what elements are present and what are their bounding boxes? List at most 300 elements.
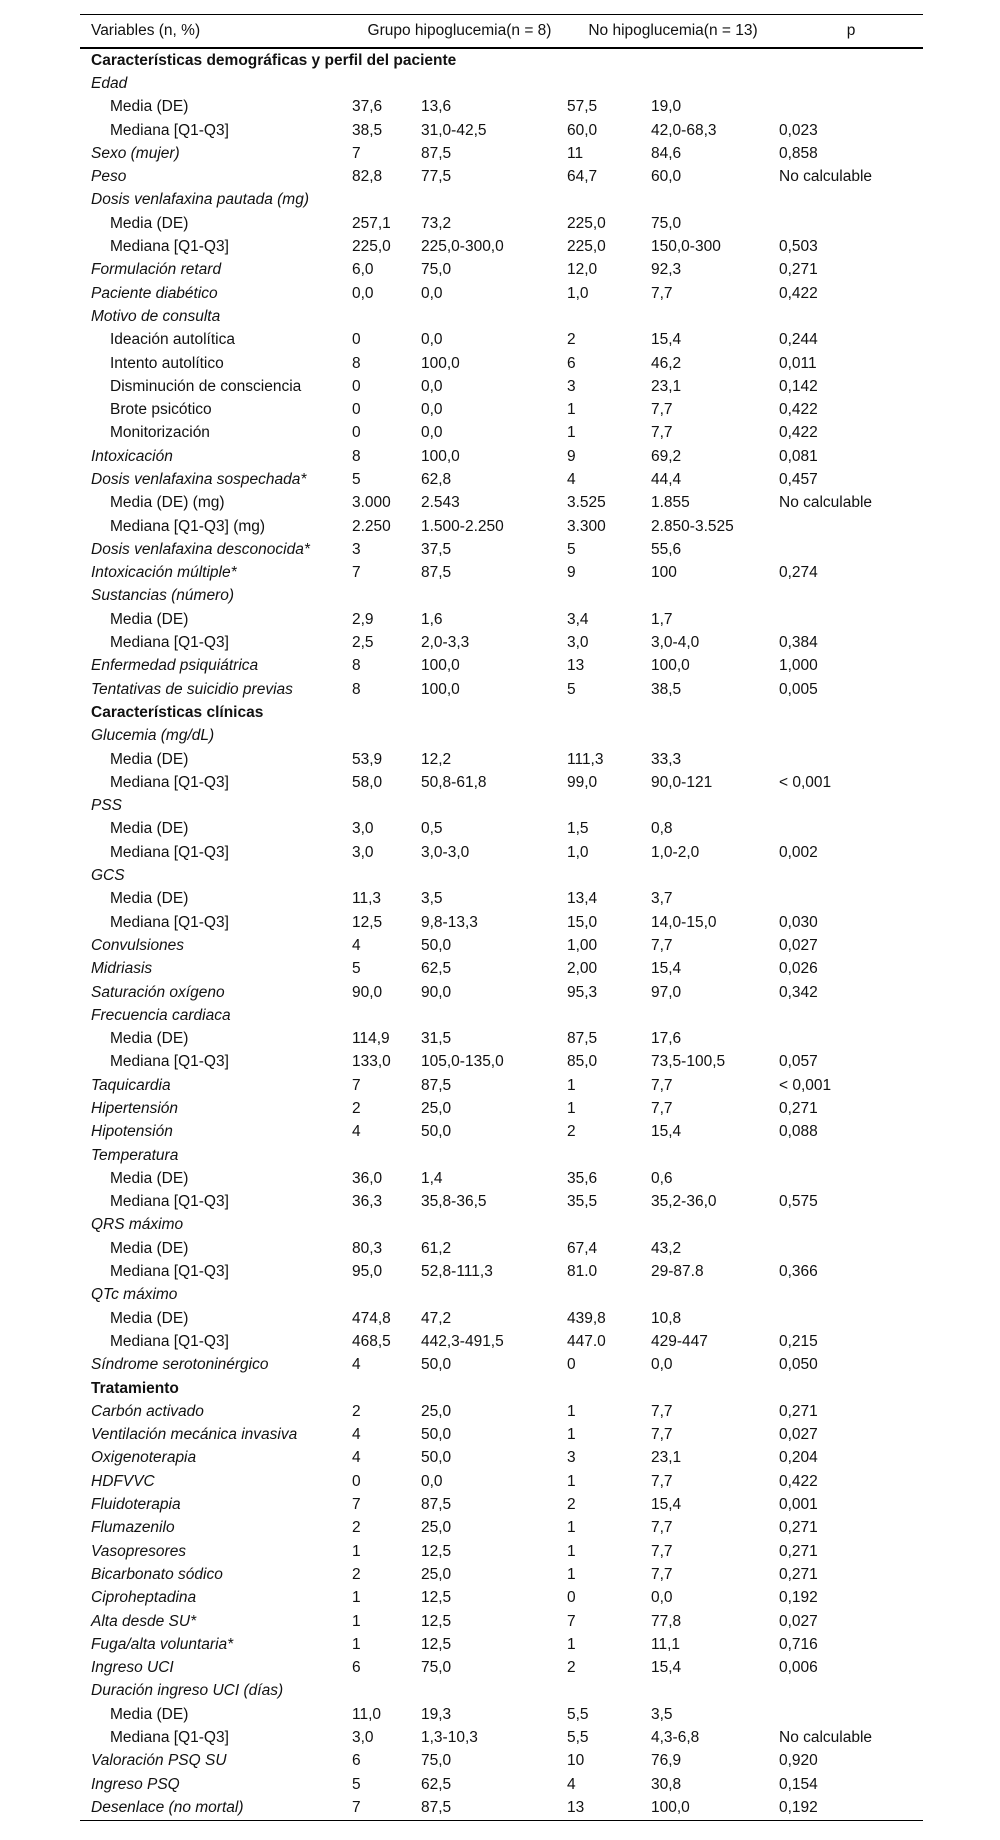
table-row [80,1354,923,1377]
row-label: Media (DE) [110,1239,189,1257]
p-value: 0,154 [779,1775,818,1793]
p-value: 0,057 [779,1053,818,1071]
grupo-percent: 225,0-300,0 [421,238,504,256]
grupo-percent: 87,5 [421,1798,452,1816]
no-grupo-percent: 7,7 [651,424,673,442]
table-row [80,1121,923,1144]
no-grupo-value: 1 [567,1426,576,1444]
grupo-percent: 37,5 [421,540,452,558]
row-label: Paciente diabético [91,284,218,302]
row-label: QTc máximo [91,1286,178,1304]
table-row [80,911,923,934]
no-grupo-percent: 44,4 [651,470,682,488]
table-row [80,329,923,352]
row-label: Flumazenilo [91,1519,175,1537]
row-label: Intoxicación [91,447,173,465]
table-row [80,1074,923,1097]
table-row [80,1680,923,1703]
grupo-value: 7 [352,564,361,582]
section-header-row [80,49,923,72]
p-value: 0,001 [779,1496,818,1514]
no-grupo-value: 13 [567,1798,585,1816]
p-value: 0,274 [779,564,818,582]
no-grupo-percent: 7,7 [651,1565,673,1583]
grupo-percent: 0,0 [421,424,443,442]
grupo-percent: 25,0 [421,1100,452,1117]
grupo-value: 8 [352,447,361,465]
no-grupo-value: 1 [567,424,576,442]
p-value: 0,271 [779,1519,818,1537]
row-label: Valoración PSQ SU [91,1752,227,1770]
row-label: Convulsiones [91,936,185,954]
grupo-value: 0 [352,331,361,349]
no-grupo-value: 60,0 [567,121,598,139]
table-row [80,1447,923,1470]
row-label: Bicarbonato sódico [91,1565,223,1583]
grupo-value: 82,8 [352,168,383,186]
grupo-value: 133,0 [352,1053,391,1071]
no-grupo-percent: 77,8 [651,1612,682,1630]
row-label: QRS máximo [91,1216,184,1234]
row-label: Sexo (mujer) [91,144,180,162]
grupo-percent: 0,0 [421,331,443,349]
table-row [80,1307,923,1330]
table-header [80,15,923,49]
table-row [80,165,923,188]
grupo-value: 1 [352,1542,361,1560]
grupo-value: 2 [352,1402,361,1420]
no-grupo-percent: 7,7 [651,1426,673,1444]
no-grupo-percent: 69,2 [651,447,682,465]
table-row [80,678,923,701]
no-grupo-value: 1,0 [567,284,589,302]
table-row [80,398,923,421]
row-label: Ciproheptadina [91,1589,197,1607]
no-grupo-percent: 46,2 [651,354,682,372]
no-grupo-percent: 3,0-4,0 [651,634,700,652]
grupo-value: 0 [352,401,361,419]
grupo-percent: 31,5 [421,1030,452,1048]
row-label: Mediana [Q1-Q3] [110,1053,229,1071]
no-grupo-percent: 7,7 [651,401,673,419]
grupo-percent: 52,8-111,3 [421,1263,493,1281]
p-value: 0,271 [779,261,818,279]
no-grupo-percent: 84,6 [651,144,682,162]
p-value: 0,027 [779,936,818,954]
grupo-percent: 25,0 [421,1402,452,1420]
no-grupo-value: 225,0 [567,214,606,232]
p-value: 0,716 [779,1635,818,1653]
no-grupo-percent: 92,3 [651,261,682,279]
grupo-percent: 12,2 [421,750,452,768]
table-row [80,771,923,794]
grupo-value: 11,0 [352,1705,382,1723]
p-value: 0,271 [779,1542,818,1560]
p-value: 0,271 [779,1402,818,1420]
no-grupo-percent: 60,0 [651,168,682,186]
no-grupo-value: 13,4 [567,890,598,908]
grupo-percent: 3,0-3,0 [421,843,470,861]
header-variables: Variables (n, %) [91,22,201,39]
grupo-percent: 50,8-61,8 [421,773,487,791]
table-row [80,1027,923,1050]
grupo-percent: 100,0 [421,354,460,372]
row-label: HDFVVC [91,1472,155,1490]
no-grupo-percent: 38,5 [651,680,682,698]
no-grupo-percent: 15,4 [651,331,682,349]
row-label: Mediana [Q1-Q3] [110,121,229,139]
table-row [80,864,923,887]
p-value: 0,023 [779,121,818,139]
grupo-percent: 12,5 [421,1612,452,1630]
no-grupo-value: 3 [567,1449,576,1467]
p-value: 0,503 [779,238,818,256]
no-grupo-value: 5,5 [567,1705,589,1723]
row-label: Temperatura [91,1146,179,1164]
p-value: 0,342 [779,983,818,1001]
no-grupo-percent: 42,0-68,3 [651,121,717,139]
grupo-value: 7 [352,1496,361,1514]
grupo-value: 90,0 [352,983,383,1001]
row-label: Ingreso UCI [91,1659,174,1677]
no-grupo-value: 1 [567,401,576,419]
row-label: Monitorización [110,424,210,442]
row-label: Fluidoterapia [91,1496,181,1514]
no-grupo-percent: 76,9 [651,1752,682,1770]
table-row [80,1587,923,1610]
table-row [80,1540,923,1563]
no-grupo-value: 5 [567,540,576,558]
no-grupo-percent: 15,4 [651,1123,682,1141]
grupo-percent: 442,3-491,5 [421,1332,504,1350]
grupo-value: 3,0 [352,1729,374,1747]
table-row [80,1097,923,1120]
table-row [80,1051,923,1074]
no-grupo-percent: 14,0-15,0 [651,913,717,931]
row-label: Mediana [Q1-Q3] [110,773,229,791]
grupo-percent: 61,2 [421,1239,452,1257]
grupo-value: 2 [352,1565,361,1583]
grupo-value: 3,0 [352,820,374,838]
p-value: 0,192 [779,1589,818,1607]
row-label: Mediana [Q1-Q3] [110,238,229,256]
no-grupo-percent: 7,7 [651,1472,673,1490]
no-grupo-value: 111,3 [567,750,604,768]
grupo-value: 2 [352,1100,361,1117]
no-grupo-value: 6 [567,354,576,372]
no-grupo-percent: 429-447 [651,1332,708,1350]
grupo-percent: 75,0 [421,1659,452,1677]
row-label: Media (DE) [110,98,189,116]
no-grupo-value: 57,5 [567,98,598,116]
no-grupo-percent: 7,7 [651,936,673,954]
no-grupo-value: 15,0 [567,913,598,931]
grupo-percent: 50,0 [421,936,452,954]
no-grupo-percent: 7,7 [651,1542,673,1560]
row-label: Brote psicótico [110,401,212,419]
row-label: Formulación retard [91,261,222,279]
p-value: 0,422 [779,1472,818,1490]
grupo-value: 36,0 [352,1169,383,1187]
grupo-percent: 1,4 [421,1169,443,1187]
grupo-value: 0,0 [352,284,374,302]
row-label: Oxigenoterapia [91,1449,197,1467]
row-label: Dosis venlafaxina desconocida* [91,540,310,558]
no-grupo-value: 225,0 [567,238,606,256]
no-grupo-value: 9 [567,447,576,465]
grupo-value: 5 [352,470,361,488]
p-value: 0,027 [779,1426,818,1444]
grupo-value: 0 [352,424,361,442]
grupo-value: 114,9 [352,1030,390,1048]
p-value: No calculable [779,494,873,512]
grupo-value: 4 [352,1426,361,1444]
no-grupo-value: 1 [567,1565,576,1583]
grupo-percent: 12,5 [421,1542,452,1560]
no-grupo-percent: 0,0 [651,1356,673,1374]
table-row [80,1400,923,1423]
row-label: Desenlace (no mortal) [91,1798,244,1816]
no-grupo-value: 2,00 [567,960,598,978]
grupo-percent: 50,0 [421,1449,452,1467]
results-table [80,14,923,1821]
no-grupo-value: 35,6 [567,1169,598,1187]
no-grupo-percent: 1,7 [651,610,673,628]
p-value: 0,011 [779,354,817,372]
grupo-percent: 50,0 [421,1356,452,1374]
no-grupo-percent: 1,0-2,0 [651,843,700,861]
no-grupo-value: 85,0 [567,1053,598,1071]
table-row [80,562,923,585]
grupo-value: 1 [352,1612,361,1630]
no-grupo-value: 3.300 [567,517,606,535]
no-grupo-percent: 33,3 [651,750,682,768]
table-row [80,631,923,654]
table-row [80,235,923,258]
grupo-percent: 25,0 [421,1565,452,1583]
no-grupo-value: 5 [567,680,576,698]
p-value: 0,027 [779,1612,818,1630]
grupo-percent: 50,0 [421,1123,452,1141]
row-label: Media (DE) [110,1169,189,1187]
table-row [80,958,923,981]
row-label: Sustancias (número) [91,587,235,605]
no-grupo-value: 3.525 [567,494,606,512]
table-row [80,1214,923,1237]
no-grupo-percent: 100,0 [651,1798,690,1816]
table-row [80,1656,923,1679]
no-grupo-percent: 19,0 [651,98,682,116]
row-label: Media (DE) [110,890,189,908]
no-grupo-value: 12,0 [567,261,598,279]
row-label: Saturación oxígeno [91,983,225,1001]
table-row [80,1610,923,1633]
table-row [80,538,923,561]
grupo-percent: 13,6 [421,98,452,116]
row-label: Enfermedad psiquiátrica [91,657,259,675]
table-row [80,1424,923,1447]
table-row [80,1796,923,1819]
no-grupo-percent: 3,5 [651,1705,673,1723]
no-grupo-value: 2 [567,1123,576,1141]
grupo-percent: 31,0-42,5 [421,121,487,139]
row-label: Disminución de consciencia [110,377,302,395]
p-value: No calculable [779,168,873,186]
header-no-hipoglucemia: No hipoglucemia(n = 13) [588,22,758,39]
grupo-percent: 1.500-2.250 [421,517,504,535]
p-value: 0,244 [779,331,818,349]
p-value: < 0,001 [779,773,832,791]
no-grupo-percent: 4,3-6,8 [651,1729,700,1747]
p-value: 0,088 [779,1123,818,1141]
grupo-value: 468,5 [352,1332,391,1350]
row-label: PSS [91,797,123,815]
no-grupo-value: 2 [567,1496,576,1514]
no-grupo-value: 1 [567,1402,576,1420]
grupo-percent: 87,5 [421,1076,452,1094]
grupo-percent: 73,2 [421,214,452,232]
row-label: Tentativas de suicidio previas [91,680,293,698]
no-grupo-percent: 1.855 [651,494,690,512]
table-row [80,96,923,119]
p-value: 0,005 [779,680,818,698]
no-grupo-value: 13 [567,657,585,675]
row-label: Tratamiento [91,1379,179,1397]
no-grupo-value: 2 [567,331,576,349]
grupo-percent: 100,0 [421,657,460,675]
p-value: 0,422 [779,424,818,442]
row-label: Hipotensión [91,1123,173,1141]
table-body [80,49,923,1820]
row-label: Taquicardia [91,1076,171,1094]
grupo-value: 3,0 [352,843,374,861]
table-row [80,1330,923,1353]
no-grupo-value: 64,7 [567,168,598,186]
grupo-value: 11,3 [352,890,382,908]
no-grupo-value: 447.0 [567,1332,606,1350]
grupo-percent: 77,5 [421,168,452,186]
no-grupo-value: 1,5 [567,820,589,838]
table-row [80,1191,923,1214]
row-label: Media (DE) [110,750,189,768]
grupo-percent: 100,0 [421,447,460,465]
no-grupo-value: 3 [567,377,576,395]
grupo-value: 36,3 [352,1193,383,1211]
no-grupo-value: 3,0 [567,634,589,652]
table-row [80,1284,923,1307]
grupo-value: 3 [352,540,361,558]
grupo-value: 0 [352,377,361,395]
row-label: Motivo de consulta [91,307,221,325]
no-grupo-percent: 23,1 [651,377,682,395]
grupo-percent: 1,6 [421,610,443,628]
row-label: Mediana [Q1-Q3] (mg) [110,517,266,535]
row-label: Media (DE) [110,610,189,628]
no-grupo-value: 1 [567,1542,576,1560]
grupo-value: 6,0 [352,261,374,279]
row-label: Características clínicas [91,703,264,721]
grupo-percent: 47,2 [421,1309,452,1327]
p-value: 0,920 [779,1752,818,1770]
p-value: 0,006 [779,1659,818,1677]
p-value: 0,858 [779,144,818,162]
p-value: 0,142 [779,377,818,395]
table-row [80,585,923,608]
p-value: 0,422 [779,284,818,302]
grupo-value: 95,0 [352,1263,383,1281]
grupo-value: 6 [352,1752,361,1770]
grupo-percent: 75,0 [421,1752,452,1770]
no-grupo-percent: 97,0 [651,983,682,1001]
grupo-value: 2.250 [352,517,391,535]
row-label: Media (DE) [110,820,189,838]
table-row [80,818,923,841]
grupo-value: 474,8 [352,1309,391,1327]
row-label: Media (DE) [110,214,189,232]
no-grupo-value: 9 [567,564,576,582]
no-grupo-value: 99,0 [567,773,598,791]
grupo-percent: 3,5 [421,890,443,908]
grupo-percent: 62,5 [421,960,452,978]
table-row [80,888,923,911]
no-grupo-percent: 7,7 [651,1076,673,1094]
table-row [80,72,923,95]
section-header-row [80,1377,923,1400]
table-row [80,282,923,305]
row-label: Glucemia (mg/dL) [91,727,215,745]
row-label: Mediana [Q1-Q3] [110,1332,229,1350]
table-row [80,1773,923,1796]
row-label: GCS [91,867,125,885]
grupo-value: 38,5 [352,121,383,139]
row-label: Ideación autolítica [110,331,235,349]
row-label: Mediana [Q1-Q3] [110,1193,229,1211]
p-value: 0,192 [779,1798,818,1816]
grupo-value: 4 [352,1449,361,1467]
p-value: 0,050 [779,1356,818,1374]
no-grupo-value: 35,5 [567,1193,598,1211]
grupo-value: 257,1 [352,214,391,232]
row-label: Mediana [Q1-Q3] [110,1729,229,1747]
row-label: Carbón activado [91,1402,204,1420]
grupo-percent: 9,8-13,3 [421,913,478,931]
row-label: Vasopresores [91,1542,187,1560]
grupo-value: 1 [352,1589,361,1607]
no-grupo-percent: 0,0 [651,1589,673,1607]
p-value: 0,384 [779,634,818,652]
no-grupo-percent: 73,5-100,5 [651,1053,726,1071]
table-row [80,795,923,818]
table-row [80,1517,923,1540]
no-grupo-value: 81.0 [567,1263,598,1281]
no-grupo-percent: 55,6 [651,540,682,558]
no-grupo-percent: 100,0 [651,657,690,675]
header-grupo-hipoglucemia: Grupo hipoglucemia(n = 8) [367,22,552,39]
no-grupo-value: 1,00 [567,936,598,954]
p-value: 0,457 [779,470,818,488]
grupo-percent: 87,5 [421,1496,452,1514]
no-grupo-value: 95,3 [567,983,598,1001]
p-value: 0,271 [779,1565,818,1583]
table-row [80,1004,923,1027]
table-row [80,515,923,538]
no-grupo-value: 5,5 [567,1729,589,1747]
no-grupo-value: 1 [567,1472,576,1490]
table-row [80,212,923,235]
grupo-percent: 0,0 [421,377,443,395]
table-row [80,608,923,631]
grupo-percent: 87,5 [421,564,452,582]
